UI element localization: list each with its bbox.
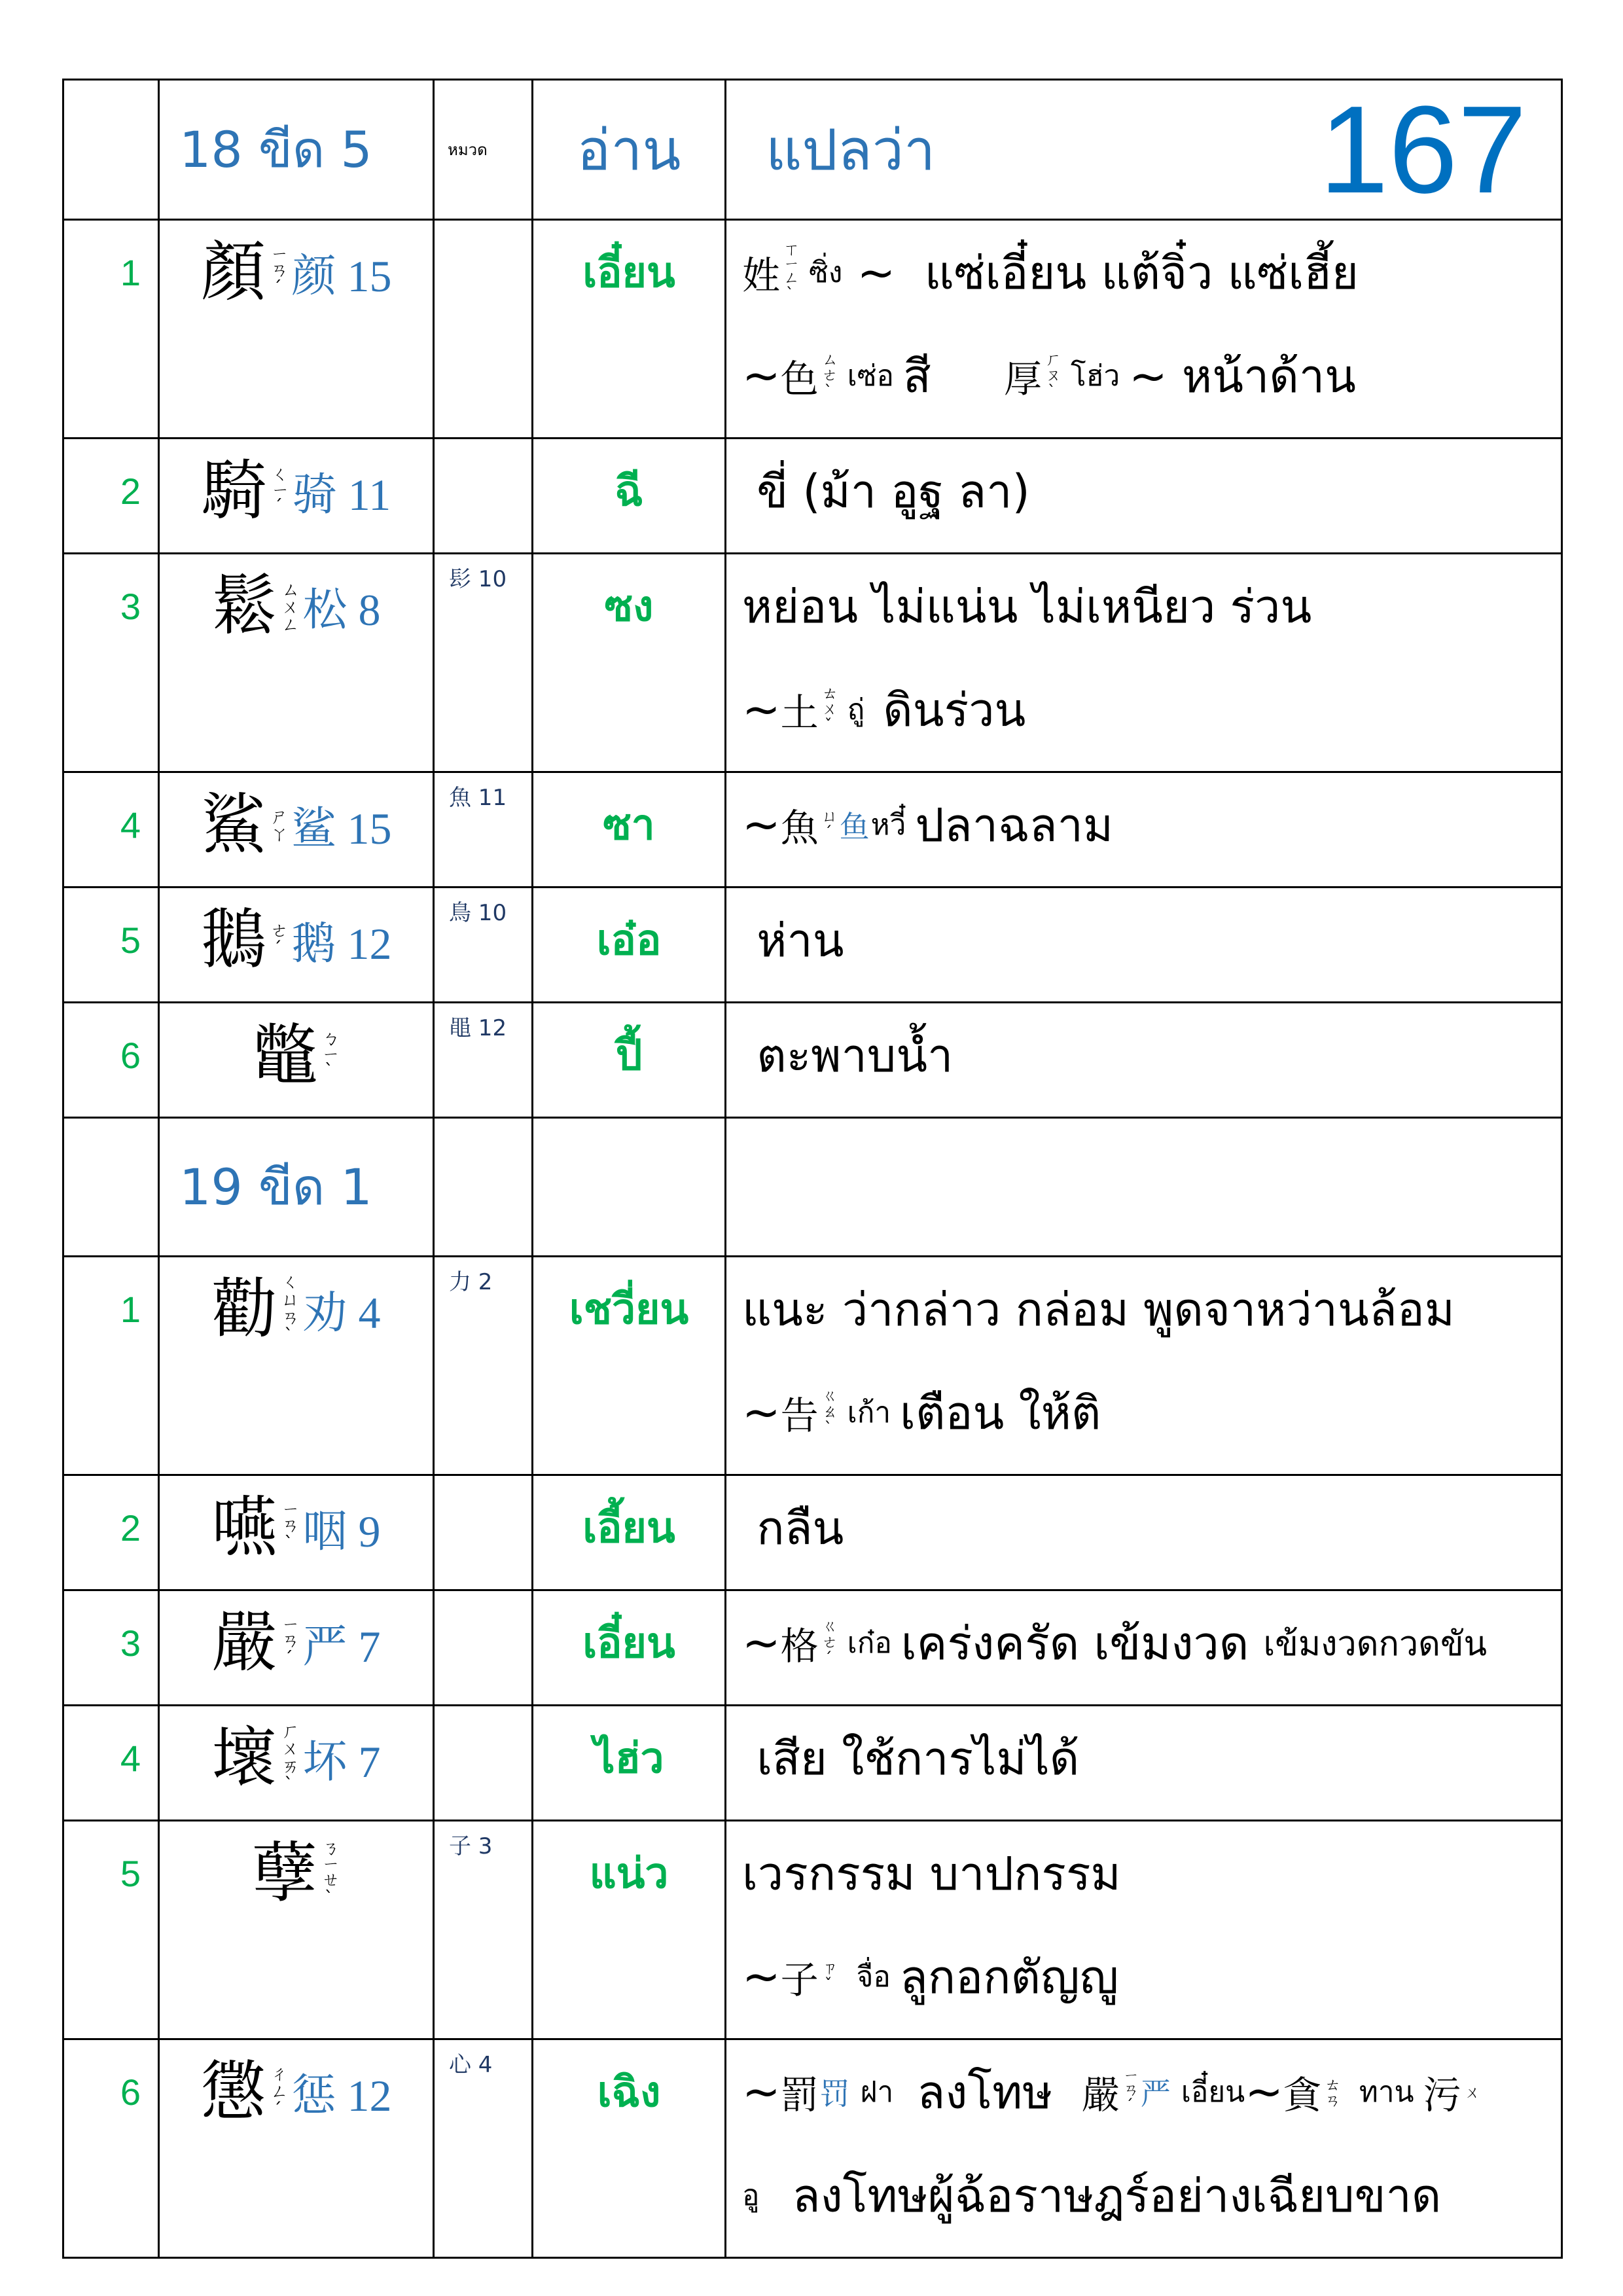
meaning-zhuyin: ㄍㄜˊ [819, 1618, 838, 1668]
meaning-line [742, 1821, 1561, 1925]
radical-cell [434, 2039, 533, 2258]
thai-reading: ไฮ่ว [594, 1734, 664, 1783]
simplified-character: 咽 9 [302, 1506, 381, 1556]
entry-number: 1 [120, 251, 141, 293]
thai-reading: ฉี [615, 467, 643, 516]
section-label: 19 ขีด 1 [159, 1118, 434, 1257]
header-number-cell [63, 80, 159, 220]
meaning-text: ~ [742, 2065, 781, 2119]
reading-cell [533, 1118, 726, 1257]
zhuyin: ㄜˊ [267, 921, 288, 959]
meaning-text: ลูกอกตัญญู [899, 1950, 1119, 2004]
meaning-text: หย่อน ไม่แน่น ไม่เหนียว ร่วน [742, 579, 1312, 634]
reading-cell [533, 2039, 726, 2258]
meaning-thai: จื่อ [838, 1960, 900, 1994]
meaning-text: ลงโทษผู้ฉ้อราษฎร์อย่างเฉียบขาด [777, 2168, 1442, 2223]
character-cell [159, 1706, 434, 1821]
meaning-line [742, 1706, 1561, 1810]
meaning-cjk: 格 [780, 1624, 819, 1668]
character-cell [159, 772, 434, 888]
character-line [160, 1476, 433, 1579]
meaning-zhuyin: ㄨ [1461, 2084, 1480, 2100]
meaning-thai: เก๋อ [838, 1626, 901, 1660]
meaning-text: ปลาฉลาม [915, 798, 1114, 852]
character-line [160, 1706, 433, 1810]
reading-line [533, 221, 724, 324]
radical-cell [434, 1118, 533, 1257]
meaning-cell [726, 1590, 1562, 1706]
entry-number: 4 [120, 804, 141, 846]
dictionary-table [62, 79, 1563, 2259]
character-line [160, 1003, 433, 1107]
meaning-cell [726, 1003, 1562, 1118]
character-cell [159, 1475, 434, 1590]
entry-row [63, 1475, 1562, 1590]
entry-number: 2 [120, 1507, 141, 1549]
entry-number: 4 [120, 1737, 141, 1779]
number-cell [63, 2039, 159, 2258]
thai-reading: แน่ว [589, 1850, 669, 1898]
character-cell [159, 1003, 434, 1118]
reading-cell [533, 554, 726, 772]
meaning-cell [726, 1706, 1562, 1821]
meaning-cjk: 姓 [742, 253, 781, 298]
reading-line [533, 773, 724, 876]
zhuyin: ㄧㄢˋ [278, 1501, 299, 1554]
reading-cell [533, 220, 726, 439]
zhuyin: ㄑㄧˊ [268, 465, 289, 517]
character-cell [159, 439, 434, 554]
meaning-cjk: 色 [780, 357, 819, 401]
zhuyin: ㄙㄨㄥ [278, 579, 299, 633]
entry-number: 6 [120, 1034, 141, 1076]
character-line [160, 773, 433, 876]
entry-number: 3 [120, 1622, 141, 1664]
traditional-character: 鵝 [200, 901, 266, 978]
entry-row [63, 554, 1562, 772]
entry-row [63, 772, 1562, 888]
meaning-line [742, 658, 1561, 761]
meaning-thai: อู [742, 2179, 778, 2212]
thai-reading: เชวี่ยน [569, 1285, 689, 1334]
meaning-text: ~ [742, 683, 781, 736]
meaning-cjk: 污 [1423, 2073, 1461, 2117]
meaning-text: สี [902, 349, 1004, 403]
meaning-text: ขี่ (ม้า อูฐ ลา) [742, 464, 1030, 518]
radical-column-header: หมวด [434, 80, 533, 220]
header-row [63, 80, 1562, 220]
number-line [64, 1591, 158, 1695]
reading-line [533, 2040, 724, 2144]
meaning-cell [726, 554, 1562, 772]
radical-cell [434, 888, 533, 1003]
zhuyin: ㄑㄩㄢˋ [278, 1272, 299, 1346]
meaning-cell [726, 439, 1562, 554]
character-line [160, 1257, 433, 1361]
entry-row [63, 1003, 1562, 1118]
reading-cell [533, 888, 726, 1003]
reading-line [533, 1003, 724, 1107]
traditional-character: 鬆 [211, 567, 277, 644]
radical-cell [434, 772, 533, 888]
meaning-text: ~ แซ่เอี๋ยน แต้จิ๋ว แซ่เฮี้ย [842, 245, 1359, 300]
meaning-zhuyin: ㄊㄢ [1321, 2076, 1340, 2108]
radical-cell [434, 220, 533, 439]
reading-cell [533, 772, 726, 888]
entry-number: 3 [120, 585, 141, 627]
meaning-cjk: 嚴 [1081, 2073, 1120, 2117]
meaning-thai: เก้า [838, 1396, 901, 1429]
meaning-zhuyin: ㄏㄡˋ [1042, 351, 1061, 401]
reading-cell [533, 1475, 726, 1590]
radical-stroke: 心 4 [449, 2052, 493, 2078]
reading-line [533, 1476, 724, 1579]
section-row [63, 1118, 1562, 1257]
radical-stroke: 子 3 [449, 1833, 493, 1859]
character-line [160, 1591, 433, 1695]
reading-cell [533, 1590, 726, 1706]
number-line [64, 554, 158, 658]
meaning-thai: ทาน [1340, 2075, 1423, 2109]
meaning-simp: 鱼 [839, 809, 870, 844]
meaning-text: เตือน ให้ติ [900, 1386, 1101, 1440]
meaning-text: ~ [742, 349, 781, 403]
reading-cell [533, 1821, 726, 2039]
meaning-cell [726, 888, 1562, 1003]
meaning-cjk: 罰 [780, 2073, 819, 2117]
meaning-line [742, 888, 1561, 992]
entry-row [63, 1257, 1562, 1475]
number-line [64, 1706, 158, 1810]
meaning-zhuyin: ㄩˊ [819, 808, 838, 842]
simplified-character: 坏 7 [302, 1736, 381, 1787]
thai-reading: เอ๋อ [596, 916, 662, 965]
entry-row [63, 888, 1562, 1003]
character-cell [159, 220, 434, 439]
entry-row [63, 220, 1562, 439]
thai-reading: เอี๋ยน [582, 1619, 675, 1668]
meaning-line [742, 1003, 1561, 1107]
number-cell [63, 1118, 159, 1257]
zhuyin: ㄔㄥˊ [267, 2064, 288, 2120]
meaning-line [742, 1591, 1561, 1695]
character-line [160, 2040, 433, 2144]
zhuyin: ㄅㄧˋ [319, 1029, 339, 1081]
meaning-cjk: 厚 [1003, 357, 1042, 401]
thai-reading: ซง [604, 583, 654, 631]
radical-stroke: 力 2 [449, 1269, 493, 1295]
number-line [64, 1821, 158, 1925]
meaning-zhuyin: ㄗˇ [819, 1960, 838, 1994]
meaning-cjk: 魚 [780, 806, 819, 850]
meaning-header-wrap [726, 82, 1561, 217]
meaning-cell [726, 1118, 1562, 1257]
reading-line [533, 1821, 724, 1925]
reading-line [533, 554, 724, 658]
meaning-thai: เซ่อ [838, 359, 903, 393]
character-line [160, 439, 433, 543]
meaning-zhuyin: ㄒㄧㄥˋ [781, 241, 800, 304]
character-cell [159, 2039, 434, 2258]
traditional-character: 鼈 [252, 1016, 317, 1093]
radical-cell [434, 439, 533, 554]
zhuyin: ㄧㄢˊ [267, 246, 288, 298]
meaning-line [742, 439, 1561, 543]
zhuyin: ㄋㄧㄝˋ [319, 1838, 339, 1909]
meaning-zhuyin: ㄧㄢˊ [1120, 2068, 1139, 2115]
thai-reading: เอี๋ยน [582, 249, 675, 297]
character-cell [159, 1257, 434, 1475]
meaning-text: แนะ ว่ากล่าว กล่อม พูดจาหว่านล้อม [742, 1282, 1455, 1336]
traditional-character: 嚴 [211, 1604, 277, 1681]
radical-cell [434, 1706, 533, 1821]
character-cell [159, 554, 434, 772]
meaning-thai: ฝา [851, 2075, 903, 2109]
traditional-character: 勸 [211, 1270, 277, 1347]
entry-number: 5 [120, 1852, 141, 1894]
meaning-zhuyin: ㄍㄠˋ [819, 1388, 838, 1437]
meaning-cell [726, 2039, 1562, 2258]
meaning-column-header: แปลว่า [766, 118, 936, 183]
radical-cell [434, 1590, 533, 1706]
number-cell [63, 554, 159, 772]
number-line [64, 888, 158, 992]
character-line [160, 221, 433, 324]
radical-cell [434, 1821, 533, 2039]
reading-line [533, 888, 724, 992]
traditional-character: 顏 [200, 234, 266, 310]
reading-column-header: อ่าน [533, 80, 726, 220]
entry-number: 5 [120, 919, 141, 961]
dictionary-body [63, 80, 1562, 2258]
entry-row [63, 1590, 1562, 1706]
entry-row [63, 2039, 1562, 2258]
meaning-line [742, 324, 1561, 427]
reading-cell [533, 1003, 726, 1118]
meaning-cell [726, 1257, 1562, 1475]
reading-line [533, 439, 724, 543]
meaning-zhuyin: ㄙㄜˋ [819, 351, 838, 401]
number-cell [63, 1590, 159, 1706]
radical-stroke: 黽 12 [449, 1015, 507, 1041]
character-cell [159, 1590, 434, 1706]
meaning-line [742, 221, 1561, 324]
entry-row [63, 1706, 1562, 1821]
meaning-text: เคร่งครัด เข้มงวด [901, 1616, 1264, 1670]
meaning-text: กลืน [742, 1501, 844, 1555]
meaning-cjk: 貪 [1283, 2073, 1321, 2117]
meaning-thai: โฮ่ว [1061, 359, 1130, 393]
number-line [64, 2040, 158, 2144]
meaning-line [742, 1925, 1561, 2028]
number-line [64, 1257, 158, 1361]
reading-line [533, 1706, 724, 1810]
zhuyin: ㄕㄚ [267, 807, 288, 842]
meaning-line [742, 2040, 1561, 2144]
reading-cell [533, 1257, 726, 1475]
thai-reading: เอี้ยน [582, 1504, 675, 1552]
meaning-line [742, 2144, 1561, 2247]
character-line [160, 554, 433, 658]
reading-cell [533, 439, 726, 554]
meaning-cjk: 土 [780, 691, 819, 735]
radical-stroke: 魚 11 [449, 785, 507, 811]
number-cell [63, 439, 159, 554]
meaning-thai: ซิ่ง [800, 256, 843, 289]
number-cell [63, 1257, 159, 1475]
meaning-simp: 罚 [819, 2076, 850, 2111]
meaning-line [742, 1361, 1561, 1464]
entry-number: 6 [120, 2071, 141, 2113]
traditional-character: 懲 [200, 2053, 266, 2130]
meaning-line [742, 773, 1561, 876]
meaning-text: ตะพาบน้ำ [742, 1028, 954, 1083]
meaning-text: ~ [742, 1386, 781, 1439]
simplified-character: 颜 15 [291, 251, 392, 301]
number-cell [63, 220, 159, 439]
number-line [64, 1003, 158, 1107]
meaning-thai: ถู่ [838, 693, 883, 726]
meaning-cjk: 告 [780, 1393, 819, 1438]
thai-reading: ซา [603, 801, 655, 850]
number-line [64, 1476, 158, 1579]
traditional-character: 鯊 [200, 786, 266, 863]
thai-reading: เฉิง [597, 2068, 661, 2117]
thai-reading: ปี้ [615, 1031, 643, 1080]
number-cell [63, 1475, 159, 1590]
radical-cell [434, 554, 533, 772]
simplified-character: 鹅 12 [291, 918, 392, 969]
traditional-character: 孽 [252, 1835, 317, 1911]
meaning-text: ~ [1245, 2065, 1283, 2119]
number-cell [63, 1706, 159, 1821]
entry-number: 2 [120, 470, 141, 512]
simplified-character: 鲨 15 [291, 803, 392, 853]
number-line [64, 773, 158, 876]
number-cell [63, 1821, 159, 2039]
entry-row [63, 439, 1562, 554]
radical-cell [434, 1003, 533, 1118]
meaning-text: เวรกรรม บาปกรรม [742, 1846, 1121, 1901]
section-label: 18 ขีด 5 [159, 80, 434, 220]
meaning-thai: หวี๋ [870, 808, 916, 842]
reading-line [533, 1257, 724, 1361]
meaning-text: ห่าน [742, 913, 844, 967]
meaning-text: ดินร่วน [883, 683, 1026, 737]
radical-cell [434, 1475, 533, 1590]
character-line [160, 888, 433, 992]
page-number: 167 [1319, 80, 1527, 219]
meaning-line [742, 554, 1561, 658]
zhuyin: ㄧㄢˊ [278, 1617, 299, 1669]
meaning-text: ~ [742, 798, 781, 852]
meaning-cell [726, 220, 1562, 439]
meaning-cjk: 子 [780, 1958, 819, 2002]
meaning-cell [726, 772, 1562, 888]
simplified-character: 松 8 [302, 584, 381, 635]
meaning-simp: 严 [1140, 2076, 1171, 2111]
meaning-thai: เอี๋ยน [1171, 2075, 1245, 2109]
traditional-character: 騎 [201, 452, 267, 529]
entry-row [63, 1821, 1562, 2039]
character-line [160, 1821, 433, 1925]
number-cell [63, 772, 159, 888]
simplified-character: 劝 4 [302, 1287, 381, 1338]
meaning-text: ~ หน้าด้าน [1129, 349, 1356, 403]
simplified-character: 惩 12 [291, 2070, 392, 2121]
zhuyin: ㄏㄨㄞˋ [278, 1721, 299, 1795]
meaning-line [742, 1257, 1561, 1361]
meaning-zhuyin: ㄊㄨˇ [819, 685, 838, 734]
entry-number: 1 [120, 1288, 141, 1330]
radical-cell [434, 1257, 533, 1475]
traditional-character: 嚥 [211, 1489, 277, 1566]
meaning-text: ~ [742, 1950, 781, 2003]
meaning-cell [726, 1821, 1562, 2039]
number-line [64, 221, 158, 324]
meaning-line [742, 1476, 1561, 1579]
meaning-text: ลงโทษ [902, 2065, 1082, 2119]
radical-stroke: 髟 10 [449, 566, 507, 592]
simplified-character: 严 7 [302, 1621, 381, 1672]
meaning-text: เสีย ใช้การไม่ได้ [742, 1731, 1080, 1785]
meaning-text: ~ [742, 1616, 781, 1670]
reading-line [533, 1591, 724, 1695]
reading-cell [533, 1706, 726, 1821]
meaning-header-cell [726, 80, 1562, 220]
meaning-note: เข้มงวดกวดขัน [1263, 1624, 1488, 1664]
number-cell [63, 888, 159, 1003]
traditional-character: 壞 [211, 1719, 277, 1796]
number-cell [63, 1003, 159, 1118]
meaning-cell [726, 1475, 1562, 1590]
character-cell [159, 888, 434, 1003]
character-cell [159, 1821, 434, 2039]
radical-stroke: 鳥 10 [449, 900, 507, 926]
simplified-character: 骑 11 [292, 469, 391, 520]
number-line [64, 439, 158, 543]
